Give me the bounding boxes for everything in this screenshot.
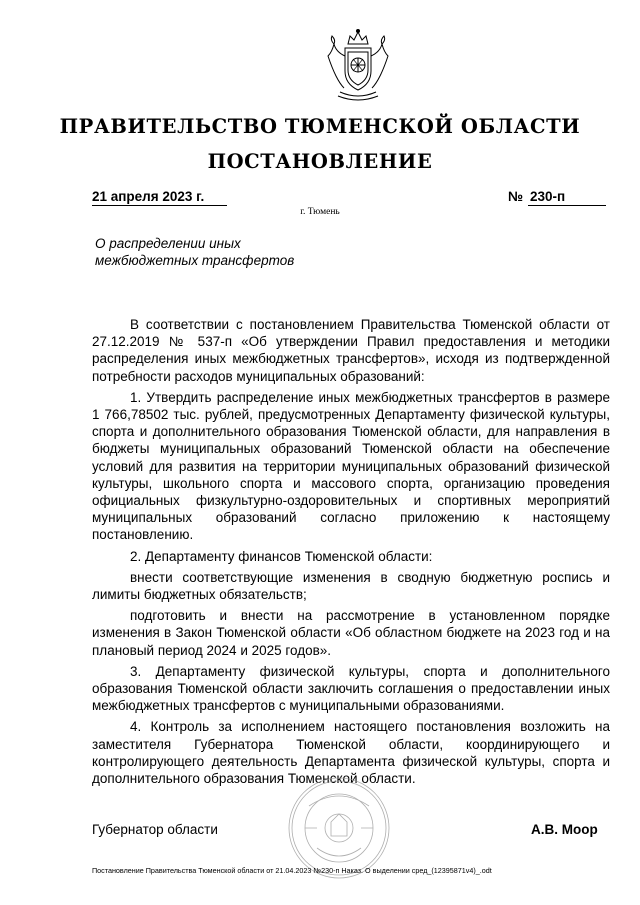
coat-of-arms-icon: [318, 26, 398, 106]
document-subject: [95, 235, 355, 269]
document-date: 21 апреля 2023 г.: [92, 189, 227, 206]
signer-title: Губернатор области: [92, 822, 218, 837]
body-paragraph: 3. Департаменту физической культуры, спорта и дополнительного образования Тюменской области заключить соглашения о предоставлении иных межбюджетных трансфертов с муниципальными образованиями.: [92, 663, 610, 714]
number-label: №: [508, 189, 524, 204]
body-paragraph: 4. Контроль за исполнением настоящего постановления возложить на заместителя Губернатора Тюменской области, координирующего и контролирующего деятельность Департамента физической культуры, спорта и дополнительного образования Тюменской области.: [92, 719, 610, 787]
document-body: [92, 316, 610, 791]
body-paragraph: подготовить и внести на рассмотрение в установленном порядке изменения в Закон Тюменской области «Об областном бюджете на 2023 год и на плановый период 2024 и 2025 годов».: [92, 608, 610, 658]
organization-title: ПРАВИТЕЛЬСТВО ТЮМЕНСКОЙ ОБЛАСТИ: [59, 115, 581, 138]
document-number: 230-п: [528, 189, 606, 206]
body-paragraph: внести соответствующие изменения в сводную бюджетную роспись и лимиты бюджетных обязательств;: [92, 569, 610, 603]
document-type: ПОСТАНОВЛЕНИЕ: [207, 150, 433, 173]
official-seal-icon: [287, 776, 391, 880]
body-paragraph: В соответствии с постановлением Правительства Тюменской области от 27.12.2019 № 537-п «Об утверждении Правил предоставления и методики распределения иных межбюджетных трансфертов», исходя из подтвержденной потребности расходов муниципальных образований:: [92, 317, 610, 384]
body-paragraph: 2. Департаменту финансов Тюменской области:: [130, 548, 433, 564]
signer-name: А.В. Моор: [531, 822, 598, 837]
subject-line: О распределении иных: [95, 236, 241, 251]
document-footer: Постановление Правительства Тюменской области от 21.04.2023 №230-п Наказ. О выделении сред_(12395871v4)_.odt: [92, 866, 492, 875]
body-paragraph: 1. Утвердить распределение иных межбюджетных трансфертов в размере 1 766,78502 тыс. рублей, предусмотренных Департаменту физической культуры, спорта и дополнительного образования Тюменской области, для направления в бюджеты муниципальных образований Тюменской области на обеспечение условий для развития на территории муниципальных образований физической культуры, школьного спорта и массового спорта, организацию проведения официальных физкультурно-оздоровительных и спортивных мероприятий муниципальных образований согласно приложению к настоящему постановлению.: [92, 389, 610, 543]
subject-line: межбюджетных трансфертов: [95, 253, 295, 268]
city-label: г. Тюмень: [300, 207, 340, 217]
